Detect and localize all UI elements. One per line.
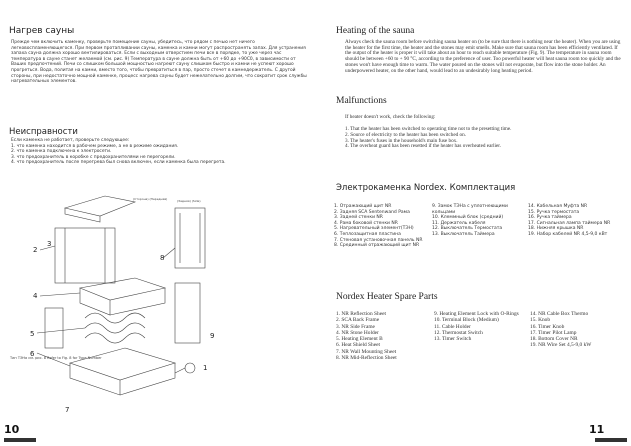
right-page: [316, 0, 631, 446]
figure-label: 3: [47, 240, 52, 248]
list-item: 4. The overheat guard has been resetted if the heater has overheated earlier.: [345, 143, 502, 150]
figure-label: 2: [33, 246, 38, 254]
malfunctions-title-ru: Неисправности: [9, 127, 78, 137]
list-item: 6. Теплозащитная пластина: [334, 231, 401, 237]
figure-label: 8: [160, 254, 165, 262]
list-item: 18. Bottom Cover NR: [530, 336, 578, 343]
heating-title-en: Heating of the sauna: [336, 26, 415, 36]
parts-list-ru-1: [334, 204, 426, 249]
list-item: 1. Отражающий щит NR: [334, 204, 392, 209]
parts-list-ru-2: [432, 204, 524, 238]
figure-caption: (Задняя) (Side): [177, 199, 201, 203]
list-item: 8. NR Mid-Reflection Sheet: [336, 355, 397, 362]
parts-list-en-2: [434, 311, 526, 342]
list-item: 19. Набор кабелей NR 4,5-9,0 кВт: [528, 231, 608, 237]
list-item: 18. Нижняя крышка NR: [528, 226, 584, 232]
figure-label: 5: [30, 330, 35, 338]
figure-label: 7: [65, 406, 70, 414]
list-item: 9. Heating Element Lock with O-Rings: [434, 311, 519, 317]
list-item: 13. Выключатель Таймера: [432, 231, 495, 237]
list-item: 10. Terminal Block (Medium): [434, 317, 499, 324]
malfunctions-title-en: Malfunctions: [336, 96, 387, 106]
parts-title-ru: Электрокаменка Nordex. Комплектация: [336, 183, 516, 193]
figure-note: Тип ТЭНа см. рис. 8 Refer to Fig. 8 for Type Number: [10, 356, 102, 360]
list-item: 6. Heat Shield Sheet: [336, 342, 381, 349]
footer-bar: [4, 438, 36, 442]
list-item: 2. Source of electricity to the heater has been switched on.: [345, 131, 466, 138]
list-item: 2. Задняя SCA Sentenwand Рама: [334, 209, 410, 215]
list-item: 1. That the heater has been switched to operating time not to the presetting time.: [345, 126, 512, 132]
figure-label: 9: [210, 332, 215, 340]
figure-label: 6: [30, 350, 35, 358]
figure-label: 1: [203, 364, 208, 372]
list-item: 14. Кабельная Муфта NR: [528, 204, 588, 209]
list-item: 3. NR Side Frame: [336, 323, 375, 330]
list-item: 3. что предохранитель в коробке с предохранителями не перегорели.: [11, 154, 176, 160]
list-item: 5. Heating Element B: [336, 336, 383, 343]
list-item: 2. SCA Back Frame: [336, 317, 380, 324]
parts-list-en-1: [336, 311, 432, 361]
list-item: 4. что предохранитель после перегрева был снова включен, если каменка была перегрета.: [11, 160, 226, 166]
malfunctions-intro-en: If heater doesn't work, check the following:: [345, 114, 436, 120]
list-item: 4. Рама боковой стенки NR: [334, 220, 398, 226]
list-item: 5. Нагревательный элемент(ТЭН): [334, 226, 414, 232]
list-item: 15. Knob: [530, 317, 551, 324]
list-item: 3. The heater's fuses in the household's main fuse box.: [345, 137, 458, 144]
list-item: 3. Задней стенки NR: [334, 215, 383, 221]
heating-title-ru: Нагрев сауны: [9, 26, 75, 36]
list-item: 2. что каменка подключена к электросети.: [11, 149, 112, 155]
list-item: 17. Сигнальная лампа таймера NR: [528, 220, 611, 226]
list-item: 8. Срединный отражающий щит NR: [334, 243, 420, 249]
list-item: 1. NR Reflection Sheet: [336, 311, 387, 317]
list-item: 10. Клеммный блок (средний): [432, 215, 504, 221]
list-item: 12. Thermostat Switch: [434, 329, 483, 336]
list-item: Если каменка не работает, проверьте следующее:: [11, 138, 130, 143]
list-item: 7. NR Wall Mounting Sheet: [336, 348, 397, 355]
page-number: 10: [4, 423, 20, 436]
list-item: 7. Стеновая установочная панель NR: [334, 237, 423, 243]
heater-exploded-diagram: [25, 188, 225, 418]
figure-caption: (Сторона) (Передняя): [133, 197, 168, 201]
figure-label: 4: [33, 292, 38, 300]
heating-paragraph-ru: Прежде чем включить каменку, проверьте помещение сауны, убедитесь, что рядом с печью нет ничего легковоспламеняющегося. При первом протапливании сауны, каменка и камни могут распространять запах. Для устранения запаха сауна должна хорошо вентилироваться. Если с выходным отверстием печи все в порядке, то уже через час температура в сауне станет желаемой (см. рис. 9) Температура в сауне должна быть от +60 до +90С0, в зависимости от Ваших предпочтений. Печи со слишком большой мощностью нагреют сауну слишком быстро и камни не успеют хорошо прогреться. Вода, политая на камни, вместо того, чтобы превратиться в пар, просто стечет в камнедержатель. С другой стороны, при недостаточно мощной каменке, процесс нагрева сауны будет нежелательно долгим, что сократит срок службы нагревательных элементов.: [11, 40, 307, 85]
list-item: 11. Cable Holder: [434, 323, 471, 330]
list-item: 16. Ручка таймера: [528, 215, 572, 221]
list-item: 15. Ручка термостата: [528, 209, 580, 215]
list-item: 11. Держатель кабеля: [432, 220, 486, 226]
malfunctions-list-en: [345, 127, 621, 150]
parts-list-en-3: [530, 311, 628, 349]
list-item: 12. Выключатель Термостата: [432, 226, 503, 232]
list-item: 14. NR Cable Box Thermo: [530, 311, 589, 317]
parts-title-en: Nordex Heater Spare Parts: [336, 292, 438, 302]
list-item: 16. Timer Knob: [530, 323, 565, 330]
parts-list-ru-3: [528, 204, 628, 238]
list-item: 19. NR Wire Set 4,5-9,0 kW: [530, 342, 592, 349]
list-item: 13. Timer Switch: [434, 336, 472, 343]
heating-paragraph-en: Always check the sauna room before switching sauna heater on (to be sure that there is nothing near the heater). When you are using the heater for the first time, the heater and the stones may emit smells. Make sure that sauna room has been efficiently ventilated. If the output of the heater is proper it will take about an hour to reach suitable temperature (Fig. 9). The temperature in sauna room should be between +60 to + 90 °C, according to the preference of user. Too powerful heater will heat sauna room too quickly and the stones won't have enough time to warm. The water poured on the stones will not evaporate, but flow into the stone holder. An underpowered heater, on the other hand, would lead to an undesirably long heating period.: [345, 39, 621, 74]
list-item: 17. Timer Pilot Lamp: [530, 329, 577, 336]
list-item: 9. Замок ТЭНа с уплотнеющими кольцами: [432, 204, 508, 215]
list-item: 1. что каменка находится в рабочем режиме, а не в режиме ожидания.: [11, 143, 179, 149]
page-number: 11: [589, 423, 605, 436]
footer-bar: [595, 438, 627, 442]
list-item: 4. NR Stone Holder: [336, 329, 379, 336]
malfunctions-list-ru: [11, 138, 307, 166]
